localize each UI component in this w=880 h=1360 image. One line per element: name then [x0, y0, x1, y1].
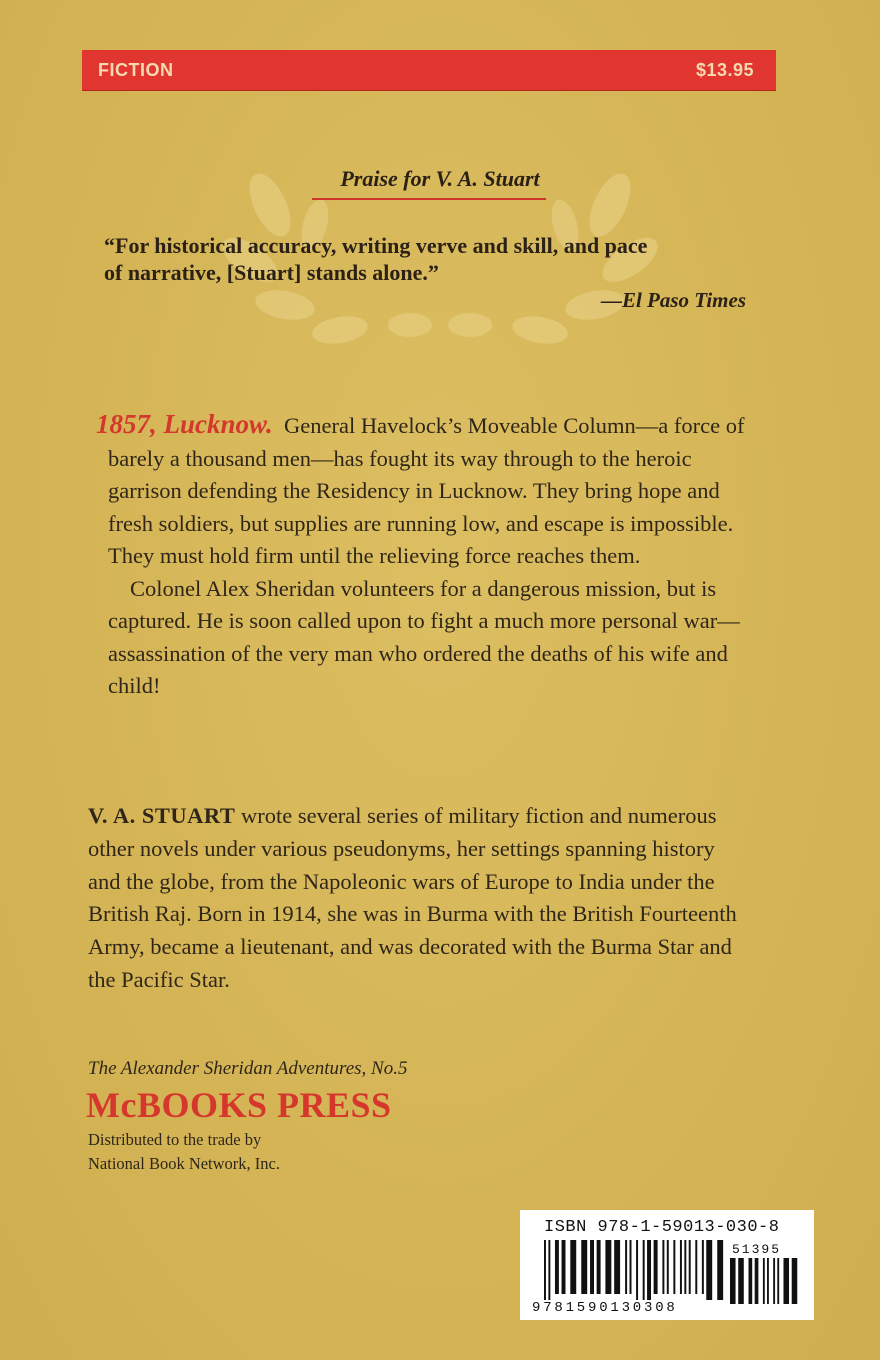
- publisher-logo: McBOOKS PRESS: [86, 1085, 392, 1125]
- barcode-bar: [614, 1240, 620, 1294]
- praise-heading: Praise for V. A. Stuart: [340, 166, 540, 191]
- barcode-bar: [667, 1240, 669, 1294]
- barcode-bar: [767, 1258, 769, 1304]
- barcode-bar: [730, 1258, 736, 1304]
- barcode-bar: [562, 1240, 566, 1294]
- barcode-bar: [773, 1258, 775, 1304]
- review-quote-line: of narrative, [Stuart] stands alone.”: [104, 260, 439, 285]
- barcode-bar: [755, 1258, 759, 1304]
- addon-barcode-icon: [730, 1258, 802, 1310]
- barcode-bar: [749, 1258, 753, 1304]
- barcode-bar: [625, 1240, 627, 1294]
- review-quote: [104, 232, 744, 286]
- price-code: 51395: [732, 1242, 782, 1257]
- barcode-bar: [763, 1258, 765, 1304]
- blurb-lead: 1857, Lucknow.: [96, 409, 273, 439]
- review-source: —El Paso Times: [600, 288, 746, 312]
- distribution-line: National Book Network, Inc.: [88, 1154, 280, 1173]
- barcode: [520, 1210, 814, 1320]
- category-price-band: [82, 50, 776, 90]
- isbn-text: ISBN 978-1-59013-030-8: [544, 1218, 780, 1237]
- barcode-bar: [689, 1240, 691, 1294]
- barcode-bar: [706, 1240, 712, 1300]
- barcode-bar: [673, 1240, 675, 1294]
- category-label: FICTION: [98, 60, 174, 80]
- ean-barcode-icon: [544, 1240, 726, 1300]
- review-quote-line: “For historical accuracy, writing verve and skill, and pace: [104, 233, 648, 258]
- barcode-bar: [792, 1258, 798, 1304]
- barcode-bar: [581, 1240, 587, 1294]
- price-label: $13.95: [695, 60, 754, 80]
- barcode-bar: [605, 1240, 611, 1294]
- barcode-bar: [636, 1240, 638, 1300]
- barcode-bar: [647, 1240, 651, 1300]
- barcode-bar: [702, 1240, 704, 1294]
- blurb-paragraph: Colonel Alex Sheridan volunteers for a dangerous mission, but is captured. He is soon called upon to fight a much more personal war—assassination of the very man who ordered the deaths of his wife and child!: [108, 575, 740, 698]
- author-name: V. A. STUART: [88, 803, 236, 828]
- blurb-paragraph: [96, 408, 758, 573]
- blurb-text: General Havelock’s Moveable Column—a force of barely a thousand men—has fought its way through to the heroic garrison defending the Residency in Lucknow. They bring hope and fresh soldiers, but supplies are running low, and escape is impossible. They must hold firm until the relieving force reaches them.: [108, 413, 745, 568]
- distribution-line: Distributed to the trade by: [88, 1130, 262, 1149]
- ean-digits: 9781590130308: [532, 1300, 678, 1316]
- barcode-bar: [695, 1240, 697, 1294]
- barcode-bar: [783, 1258, 789, 1304]
- barcode-bar: [570, 1240, 576, 1294]
- barcode-bar: [597, 1240, 601, 1294]
- barcode-bar: [544, 1240, 546, 1300]
- barcode-bar: [684, 1240, 686, 1294]
- author-bio: [88, 800, 748, 997]
- praise-underline: [312, 198, 546, 200]
- barcode-bar: [555, 1240, 559, 1294]
- barcode-bar: [630, 1240, 632, 1294]
- barcode-bar: [643, 1240, 645, 1300]
- author-bio-text: wrote several series of military fiction and numerous other novels under various pseudonyms, her settings spanning history and the globe, from the Napoleonic wars of Europe to India under the British Raj. Born in 1914, she was in Burma with the British Fourteenth Army, became a lieutenant, and was decorated with the Burma Star and the Pacific Star.: [88, 803, 737, 992]
- barcode-bar: [680, 1240, 682, 1294]
- barcode-bar: [662, 1240, 664, 1294]
- series-title: The Alexander Sheridan Adventures, No.5: [88, 1058, 408, 1079]
- barcode-bar: [548, 1240, 550, 1300]
- barcode-bar: [717, 1240, 723, 1300]
- barcode-bar: [654, 1240, 658, 1294]
- barcode-bar: [738, 1258, 744, 1304]
- distribution-info: [88, 1128, 280, 1176]
- book-blurb: [96, 408, 758, 703]
- barcode-bar: [590, 1240, 594, 1294]
- barcode-bar: [777, 1258, 779, 1304]
